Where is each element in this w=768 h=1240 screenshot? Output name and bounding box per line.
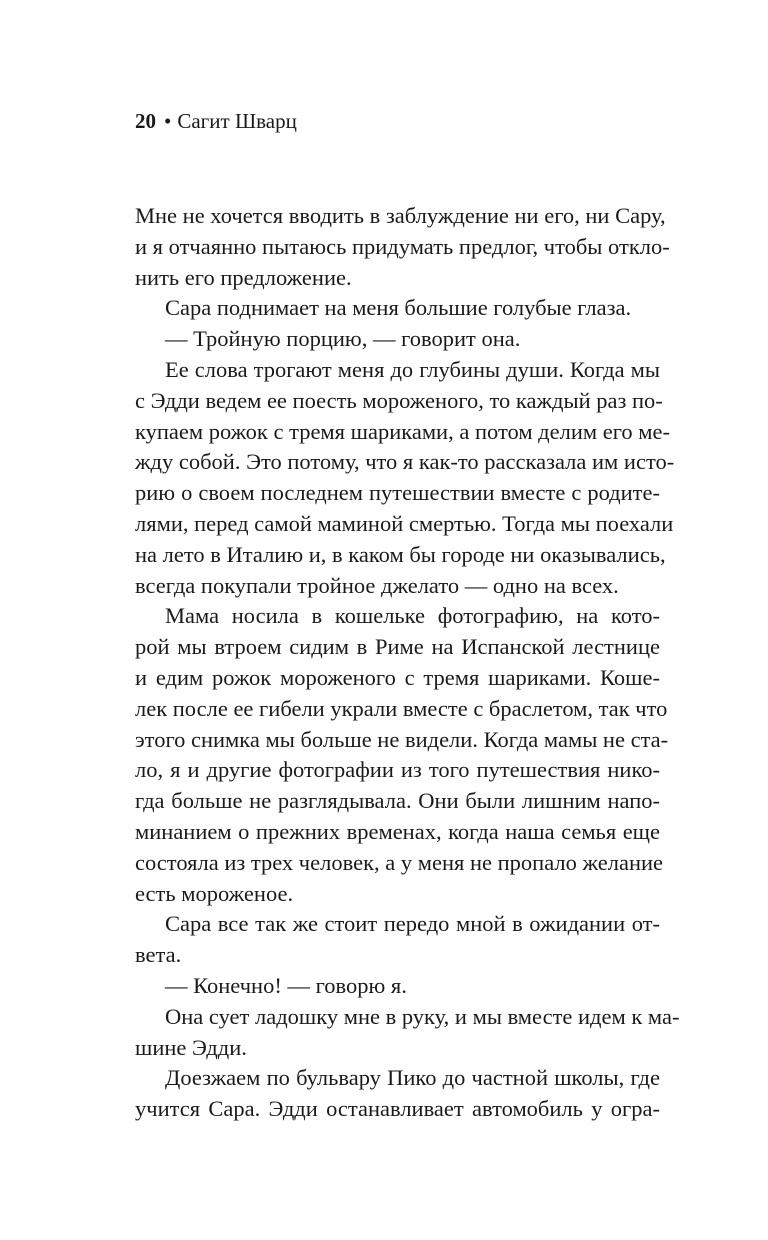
text-line: жду собой. Это потому, что я как-то рассказала им исто- [135,449,675,475]
author-name: Сагит Шварц [177,109,297,133]
text-line: купаем рожок с тремя шариками, а потом делим его ме- [135,418,670,444]
text-line: этого снимка мы больше не видели. Когда мамы не ста- [135,726,669,752]
text-line: лями, перед самой маминой смертью. Тогда мы поехали [135,510,674,536]
text-line: на лето в Италию и, в каком бы городе ни оказывались, [135,541,666,567]
text-line: и я отчаянно пытаюсь придумать предлог, чтобы откло- [135,233,670,259]
text-line: Мама носила в кошельке фотографию, на кото- [165,603,660,629]
running-head [135,107,297,135]
text-line: Мне не хочется вводить в заблуждение ни его, ни Сару, [135,203,666,228]
text-line: шине Эдди. [135,1034,247,1060]
text-line: Сара все так же стоит передо мной в ожидании от- [165,911,660,937]
text-line: лек после ее гибели украли вместе с браслетом, так что [135,695,668,721]
page-number: 20 [135,109,156,133]
text-line: состояла из трех человек, а у меня не пропало желание [135,849,664,875]
text-line: — Тройную порцию, — говорит она. [165,326,521,352]
text-line: учится Сара. Эдди останавливает автомобиль у огра- [135,1096,660,1122]
body-text [135,201,680,1125]
text-line: нить его предложение. [135,264,352,290]
text-line: есть мороженое. [135,880,294,906]
text-line: ло, я и другие фотографии из того путешествия нико- [135,757,660,783]
header-separator: • [164,109,172,133]
text-line: гда больше не разглядывала. Они были лишним напо- [135,788,660,814]
text-line: рию о своем последнем путешествии вместе с родите- [135,480,660,506]
text-line: с Эдди ведем ее поесть мороженого, то каждый раз по- [135,387,663,413]
text-line: Ее слова трогают меня до глубины души. Когда мы [165,356,660,382]
text-line: — Конечно! — говорю я. [165,972,407,998]
text-line: вета. [135,942,182,968]
text-line: Сара поднимает на меня большие голубые глаза. [165,295,632,321]
text-line: Доезжаем по бульвару Пико до частной школы, где [165,1065,660,1091]
text-line: Она сует ладошку мне в руку, и мы вместе идем к ма- [165,1003,680,1029]
text-line: рой мы втроем сидим в Риме на Испанской лестнице [135,634,660,660]
text-line: и едим рожок мороженого с тремя шариками. Коше- [135,664,660,690]
text-line: всегда покупали тройное джелато — одно на всех. [135,572,619,598]
text-line: минанием о прежних временах, когда наша семья еще [135,818,660,844]
